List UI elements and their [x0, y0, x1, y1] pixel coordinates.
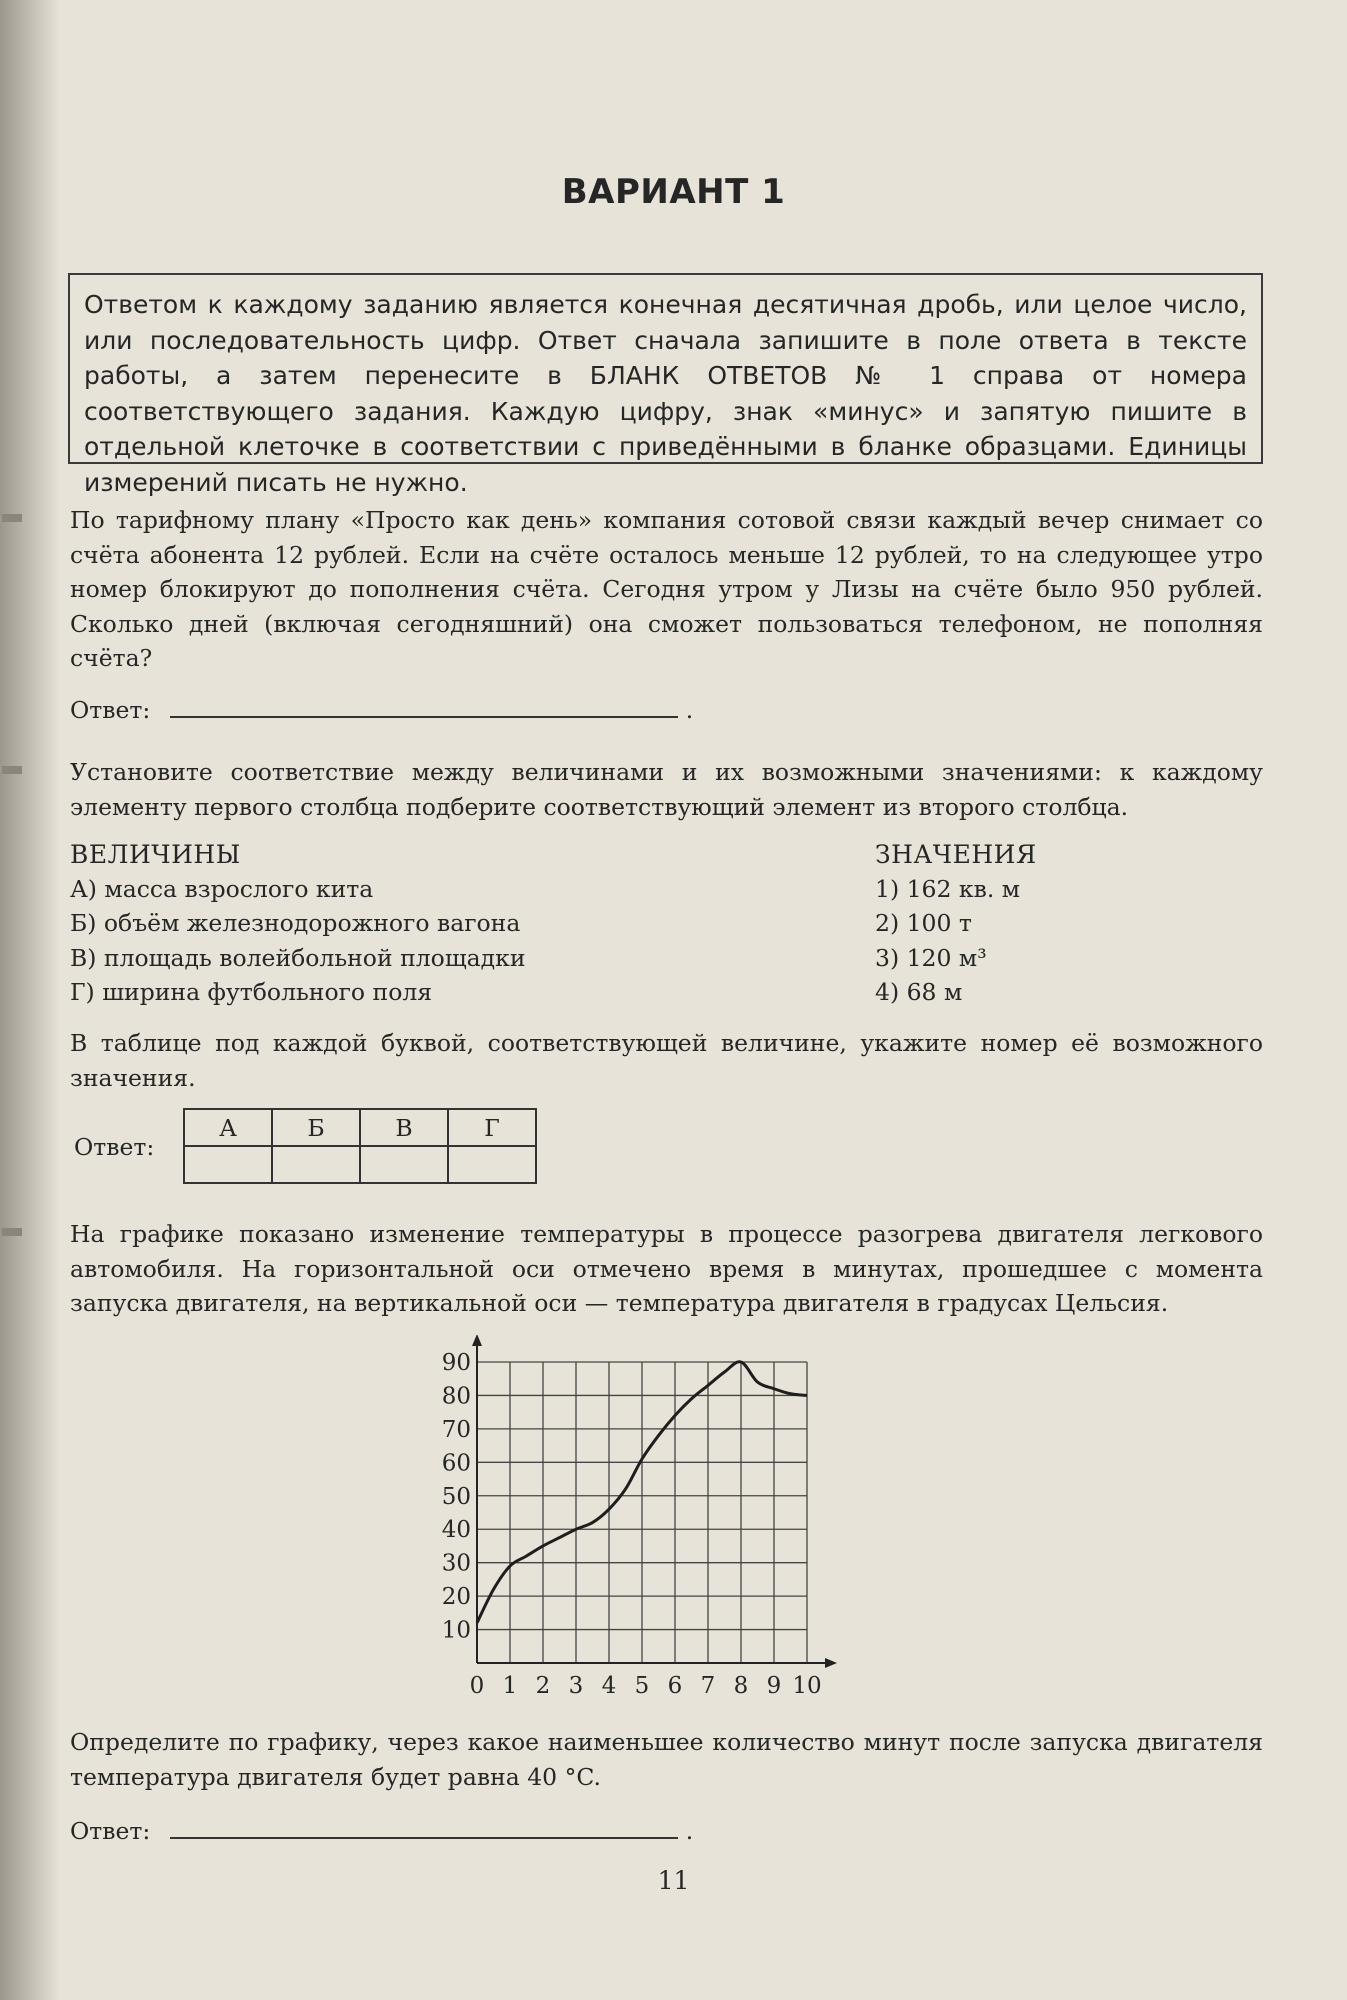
- value-item: 1) 162 кв. м: [875, 875, 1021, 903]
- value-item: 3) 120 м³: [875, 944, 987, 972]
- task1-answer-field[interactable]: [170, 690, 678, 718]
- x-tick-label: 10: [792, 1673, 822, 1699]
- page-shadow: [0, 0, 60, 2000]
- x-tick-label: 9: [766, 1673, 782, 1699]
- y-tick-label: 20: [441, 1584, 471, 1611]
- task1-answer-row: Ответ: .: [70, 690, 693, 724]
- task3-question: Определите по графику, через какое наименьшее количество минут после запуска двигателя температура двигателя будет равна 40 °C.: [70, 1728, 1263, 1791]
- y-tick-label: 90: [441, 1350, 471, 1376]
- quantity-item: Г) ширина футбольного поля: [70, 978, 433, 1006]
- task1-text: По тарифному плану «Просто как день» компания сотовой связи каждый вечер снимает со счёта абонента 12 рублей. Если на счёте осталось меньше 12 рублей, то на следующее утро номер блокируют до пополнения счёта. Сегодня утром у Лизы на счёте было 950 рублей. Сколько дней (включая сегодняшний) она сможет пользоваться телефоном, не пополняя счёта?: [70, 506, 1263, 672]
- task2-answer-table: [183, 1108, 537, 1184]
- task2-instruction: В таблице под каждой буквой, соответствующей величине, укажите номер её возможного значения.: [70, 1029, 1263, 1092]
- y-axis-arrow: [472, 1335, 482, 1346]
- answer-table-header: Б: [272, 1109, 360, 1146]
- answer-table-header: В: [360, 1109, 448, 1146]
- quantity-item: Б) объём железнодорожного вагона: [70, 909, 521, 937]
- instructions-box: Ответом к каждому заданию является конечная десятичная дробь, или целое число, или последовательность цифр. Ответ сначала запишите в поле ответа в тексте работы, а затем перенесите в БЛАНК ОТВЕТОВ № 1 справа от номера соответствующего задания. Каждую цифру, знак «минус» и запятую пишите в отдельной клеточке в соответствии с приведёнными в бланке образцами. Единицы измерений писать не нужно.: [68, 273, 1263, 464]
- answer-cell-b[interactable]: [272, 1146, 360, 1183]
- answer-table-header: Г: [448, 1109, 536, 1146]
- task-number-marker: [2, 1228, 22, 1236]
- y-tick-label: 10: [441, 1617, 471, 1644]
- task3-text: На графике показано изменение температуры в процессе разогрева двигателя легкового автомобиля. На горизонтальной оси отмечено время в минутах, прошедшее с момента запуска двигателя, на вертикальной оси — температура двигателя в градусах Цельсия.: [70, 1220, 1263, 1317]
- quantity-item: В) площадь волейбольной площадки: [70, 944, 526, 972]
- answer-cell-g[interactable]: [448, 1146, 536, 1183]
- value-item: 4) 68 м: [875, 978, 963, 1006]
- x-tick-label: 2: [535, 1673, 551, 1699]
- task2-text: Установите соответствие между величинами и их возможными значениями: к каждому элементу первого столбца подберите соответствующий элемент из второго столбца.: [70, 758, 1263, 821]
- quantities-header: ВЕЛИЧИНЫ: [70, 840, 241, 869]
- page-number: 11: [657, 1866, 690, 1895]
- x-tick-label: 4: [601, 1673, 617, 1699]
- variant-title: ВАРИАНТ 1: [561, 172, 786, 212]
- x-tick-label: 5: [634, 1673, 650, 1699]
- y-tick-label: 30: [441, 1550, 471, 1577]
- answer-cell-a[interactable]: [184, 1146, 272, 1183]
- y-tick-label: 40: [441, 1517, 471, 1544]
- task2-answer-label: Ответ:: [74, 1133, 155, 1161]
- answer-cell-v[interactable]: [360, 1146, 448, 1183]
- x-tick-label: 1: [502, 1673, 518, 1699]
- x-tick-label: 8: [733, 1673, 749, 1699]
- y-tick-label: 60: [441, 1450, 471, 1477]
- values-header: ЗНАЧЕНИЯ: [875, 840, 1037, 869]
- x-tick-label: 0: [469, 1673, 485, 1699]
- x-axis-arrow: [825, 1658, 837, 1668]
- answer-label: Ответ:: [70, 696, 151, 724]
- y-tick-label: 70: [441, 1416, 471, 1443]
- quantity-item: А) масса взрослого кита: [70, 875, 374, 903]
- y-tick-label: 50: [441, 1483, 471, 1510]
- task-number-marker: [2, 766, 22, 774]
- x-tick-label: 3: [568, 1673, 584, 1699]
- task3-answer-row: Ответ: .: [70, 1811, 693, 1845]
- value-item: 2) 100 т: [875, 909, 972, 937]
- answer-table-header: А: [184, 1109, 272, 1146]
- task3-answer-field[interactable]: [170, 1811, 678, 1839]
- x-tick-label: 7: [700, 1673, 716, 1699]
- x-tick-label: 6: [667, 1673, 683, 1699]
- y-tick-label: 80: [441, 1383, 471, 1410]
- task-number-marker: [2, 514, 22, 522]
- temperature-chart: [430, 1335, 850, 1710]
- answer-label: Ответ:: [70, 1817, 151, 1845]
